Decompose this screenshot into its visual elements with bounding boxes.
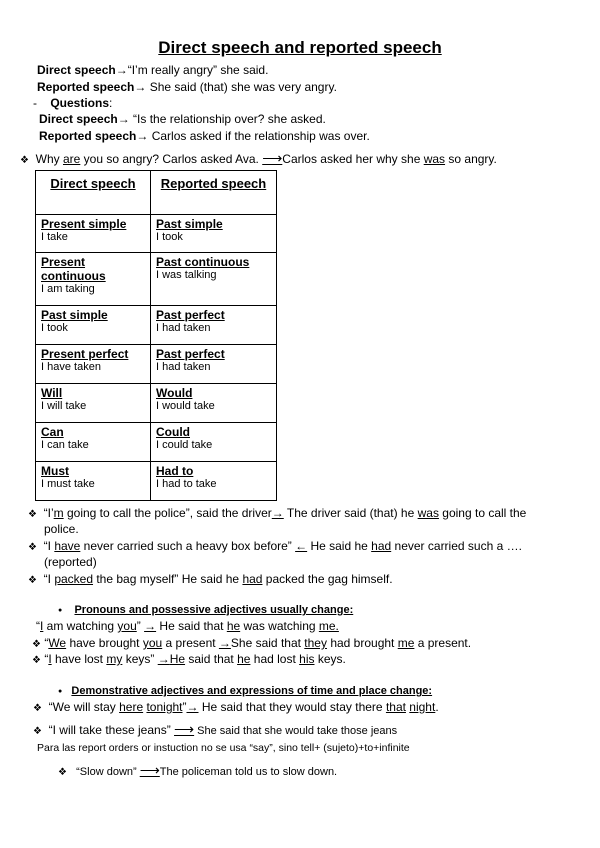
tense-example: I am taking [41,283,95,295]
ava-example-line [20,151,497,168]
tense-name: Can [41,425,64,439]
ava-text-4: so angry. [445,152,497,166]
diamond-bullet-icon: ❖ [28,509,37,520]
header-direct-speech: Direct speech [36,171,151,215]
table-row [36,423,277,462]
direct-cell [36,462,151,501]
police-text-1: “I’ [43,506,54,520]
questions-line [33,96,112,111]
tense-example: I took [41,322,68,334]
tense-example: I have taken [41,361,101,373]
arrow-icon: → [144,619,157,633]
arrow-icon: → [117,112,130,126]
tense-name: Past simple [41,308,108,322]
tense-example: I would take [156,400,215,412]
arrow-icon: → [134,80,147,94]
tense-example: I will take [41,400,87,412]
direct-cell [36,306,151,345]
reported-cell [151,215,277,253]
direct-cell [36,384,151,423]
question-reported-label: Reported speech [39,129,137,143]
diamond-bullet-icon: ❖ [58,767,67,778]
reported-speech-line [37,80,337,95]
reported-cell [151,384,277,423]
pronoun-example-3: ❖ “I have lost my keys” →He said that he had lost his keys. [32,652,346,666]
diamond-bullet-icon: ❖ [32,655,41,666]
direct-cell [36,423,151,462]
pronouns-heading-text: Pronouns and possessive adjectives usually change: [74,604,354,616]
tense-example: I had taken [156,361,211,373]
bag-underlined-1: packed [54,572,94,586]
box-example [28,539,522,555]
box-example-continued: (reported) [44,555,97,569]
diamond-bullet-icon: ❖ [28,575,37,586]
tense-example: I had to take [156,478,217,490]
diamond-bullet-icon: ❖ [33,726,42,737]
bag-underlined-2: had [242,572,263,586]
direct-cell [36,253,151,306]
arrow-icon: → [271,506,284,520]
dot-bullet-icon: ● [58,607,63,614]
table-header-row [36,171,277,215]
tense-example: I was talking [156,269,217,281]
pronoun-example-2: ❖ “We have brought you a present →She said that they had brought me a present. [32,636,472,650]
question-direct-line [39,112,326,127]
tense-name: Present simple [41,217,127,231]
bag-text-3: packed the gag himself. [262,572,393,586]
reported-cell [151,345,277,384]
reported-speech-label: Reported speech [37,80,135,94]
police-text-4: going to call the [438,506,527,520]
arrow-icon: → [186,700,199,714]
direct-speech-line [37,63,268,78]
tense-example: I take [41,231,68,243]
arrow-icon: → [136,129,149,143]
bag-text-2: the bag myself” He said he [93,572,243,586]
ava-text-2: you so angry? Carlos asked Ava. [80,152,263,166]
diamond-bullet-icon: ❖ [28,542,37,553]
ava-text-1: Why [35,152,63,166]
tense-name: Would [156,386,193,400]
direct-cell [36,345,151,384]
arrow-icon: → [115,63,128,77]
bag-example [28,572,393,588]
box-text-2: never carried such a heavy box before” [80,539,296,553]
question-direct-example: “Is the relationship over? she asked. [133,112,326,126]
box-underlined-2: had [371,539,392,553]
arrow-icon: → [157,652,170,666]
direct-speech-example: “I’m really angry” she said. [127,63,269,77]
tense-name: Past simple [156,217,223,231]
table-row [36,345,277,384]
reported-cell [151,306,277,345]
tense-table [35,170,277,501]
tense-name: Past continuous [156,255,250,269]
tense-name: Must [41,464,69,478]
police-text-3: The driver said (that) he [283,506,418,520]
box-text-4: never carried such a …. [391,539,522,553]
tense-name: Will [41,386,63,400]
tense-name: Present perfect [41,347,129,361]
police-example [28,506,526,522]
tense-example: I must take [41,478,95,490]
diamond-bullet-icon: ❖ [32,639,41,650]
question-reported-line [39,129,370,144]
ava-text-3: Carlos asked her why she [282,152,424,166]
long-arrow-icon: ⟶ [262,150,283,166]
table-row [36,253,277,306]
reported-cell [151,462,277,501]
police-text-2: going to call the police”, said the driver [63,506,272,520]
question-direct-label: Direct speech [39,112,118,126]
question-reported-example: Carlos asked if the relationship was over. [151,129,370,143]
orders-example: ❖ “Slow down” ⟶The policeman told us to slow down. [58,762,338,778]
tense-name: Present continuous [41,255,106,283]
table-row [36,306,277,345]
tense-example: I could take [156,439,213,451]
demonstrative-example-2: ❖ “I will take these jeans” ⟶ She said that she would take those jeans [33,721,398,737]
demonstratives-heading-text: Demonstrative adjectives and expressions of time and place change: [71,685,433,697]
demonstratives-heading [58,684,432,699]
reported-cell [151,253,277,306]
table-row [36,462,277,501]
questions-label: Questions [50,96,110,110]
tense-name: Could [156,425,190,439]
long-arrow-icon: ⟶ [174,721,195,737]
police-underlined-1: m [53,506,64,520]
pronoun-example-1: “I am watching you” → He said that he was watching me. [36,619,339,633]
questions-colon: : [109,96,113,110]
tense-example: I can take [41,439,89,451]
ava-underlined-1: are [62,152,81,166]
direct-cell [36,215,151,253]
tense-example: I took [156,231,183,243]
pronouns-heading [58,603,353,618]
tense-name: Had to [156,464,194,478]
diamond-bullet-icon: ❖ [20,155,29,166]
police-example-continued: police. [44,522,79,536]
tense-example: I had taken [156,322,211,334]
dash-bullet: - [33,96,37,110]
box-text-3: He said he [307,539,372,553]
table-row [36,384,277,423]
dot-bullet-icon: ● [58,688,63,695]
police-underlined-2: was [417,506,439,520]
tense-name: Past perfect [156,308,225,322]
tense-name: Past perfect [156,347,225,361]
ava-underlined-2: was [423,152,446,166]
table-row [36,215,277,253]
demonstrative-example-1: ❖ “We will stay here tonight”→ He said that they would stay there that night. [33,700,439,714]
diamond-bullet-icon: ❖ [33,703,42,714]
header-reported-speech: Reported speech [151,171,277,215]
arrow-icon: → [218,636,231,650]
box-text-1: “I [43,539,55,553]
page-title: Direct speech and reported speech [158,38,442,57]
orders-note: Para las report orders or instuction no se usa “say”, sino tell+ (sujeto)+to+infinite [37,742,410,754]
long-arrow-icon: ⟶ [139,762,160,778]
reported-speech-example: She said (that) she was very angry. [149,80,337,94]
box-underlined-1: have [54,539,81,553]
left-arrow-icon: ← [295,539,308,553]
bag-text-1: “I [43,572,55,586]
reported-cell [151,423,277,462]
direct-speech-label: Direct speech [37,63,116,77]
